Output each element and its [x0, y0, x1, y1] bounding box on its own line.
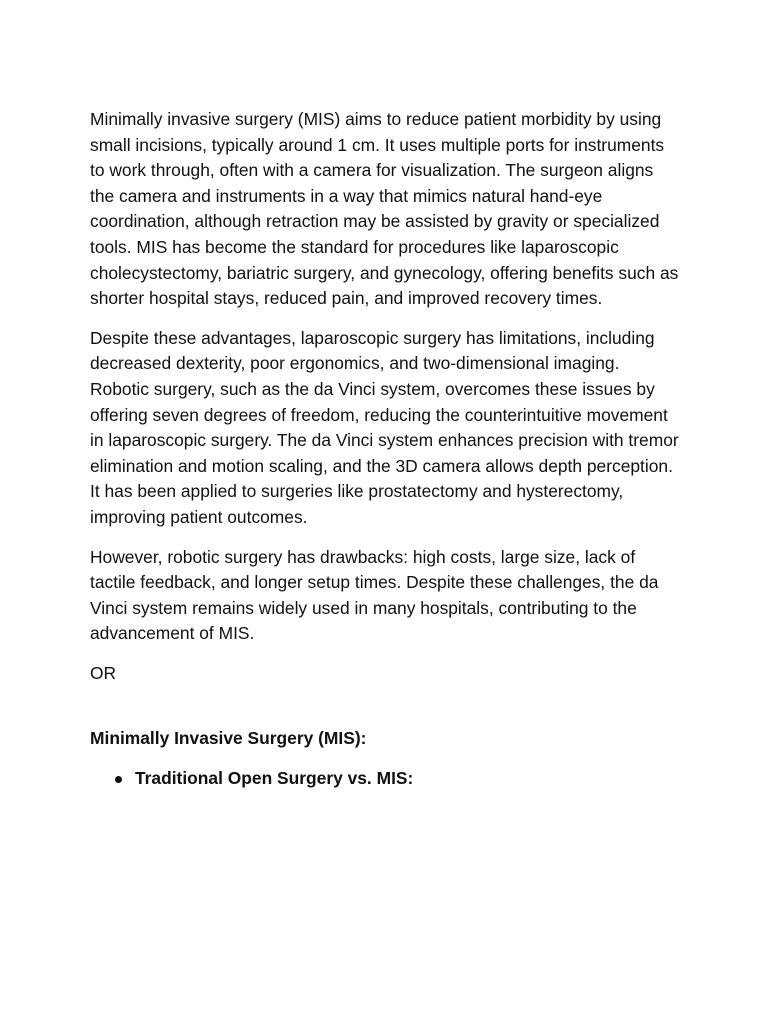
separator-or: OR	[90, 662, 117, 683]
paragraph-mis-overview: Minimally invasive surgery (MIS) aims to reduce patient morbidity by using small incisions, typically around 1 cm. It uses multiple ports for instruments to work through, often with a camera for visualization. The surgeon aligns the camera and instruments in a way that mimics natural hand-eye coordination, although retraction may be assisted by gravity or specialized tools. MIS has become the standard for procedures like laparoscopic cholecystectomy, bariatric surgery, and gynecology, offering benefits such as shorter hospital stays, reduced pain, and improved recovery times.	[90, 109, 679, 309]
section-heading: Minimally Invasive Surgery (MIS):	[90, 728, 367, 749]
bullet-list	[90, 766, 680, 792]
list-item	[90, 766, 680, 792]
paragraph-laparoscopic-limitations: Despite these advantages, laparoscopic surgery has limitations, including decreased dexterity, poor ergonomics, and two-dimensional imaging. Robotic surgery, such as the da Vinci system, overcomes these issues by offering seven degrees of freedom, reducing the counterintuitive movement in laparoscopic surgery. The da Vinci system enhances precision with tremor elimination and motion scaling, and the 3D camera allows depth perception. It has been applied to surgeries like prostatectomy and hysterectomy, improving patient outcomes.	[90, 327, 679, 527]
document-page	[90, 107, 680, 792]
list-item-text: Traditional Open Surgery vs. MIS:	[135, 768, 414, 789]
bullet-icon	[115, 776, 122, 783]
paragraph-robotic-drawbacks: However, robotic surgery has drawbacks: high costs, large size, lack of tactile feedback, and longer setup times. Despite these challenges, the da Vinci system remains widely used in many hospitals, contributing to the advancement of MIS.	[90, 546, 659, 644]
